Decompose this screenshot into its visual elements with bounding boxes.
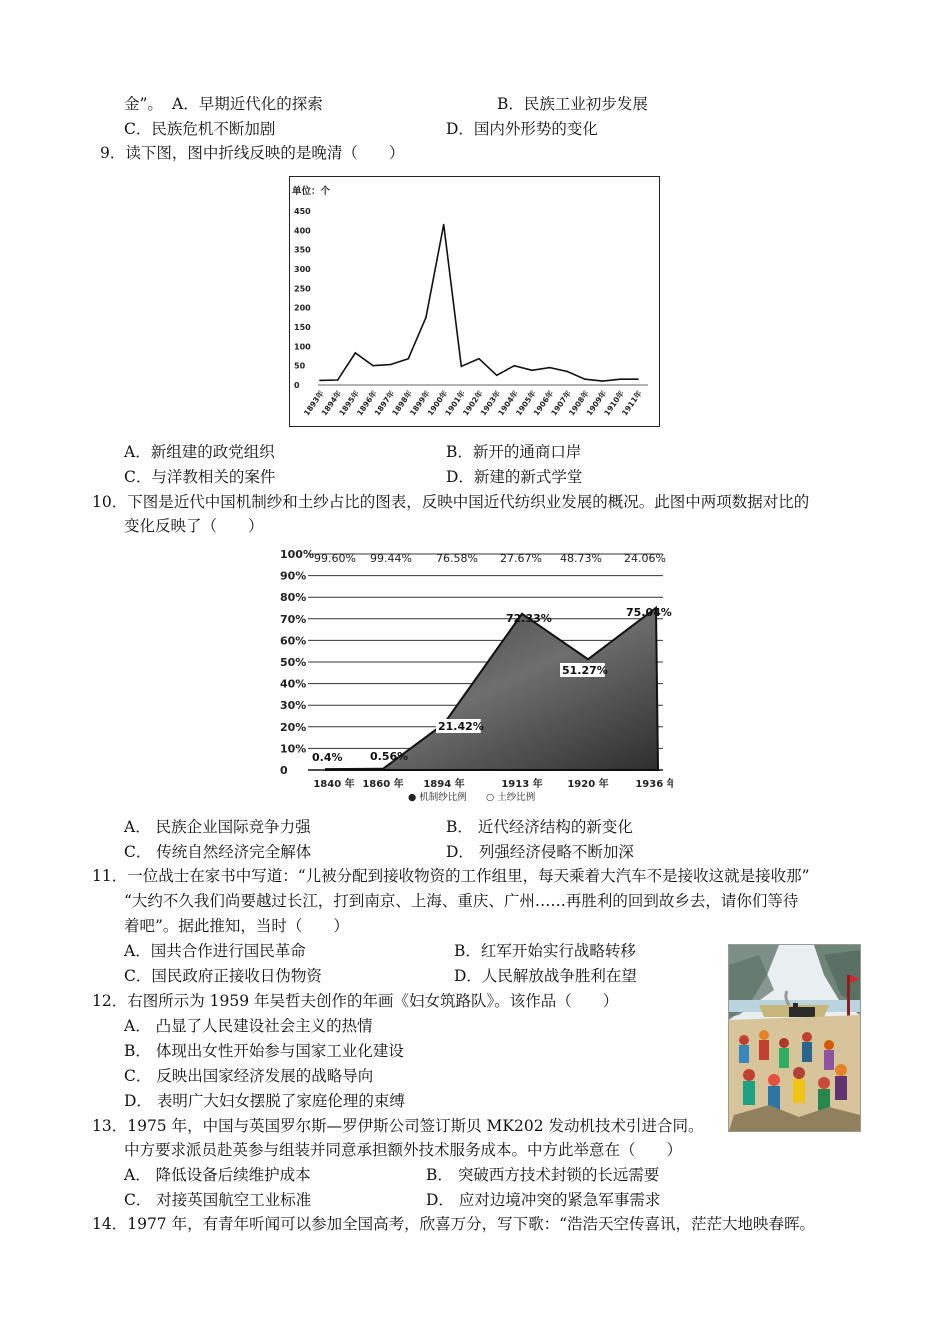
q13-stem-line2: 中方要求派员赴英参与组装并同意承担额外技术服务成本。中方此举意在（ ） [124, 1141, 683, 1159]
data-point [390, 364, 392, 366]
q12-option-d[interactable]: D． 表明广大妇女摆脱了家庭伦理的束缚 [124, 1092, 405, 1110]
x-tick-label: 1894年 [319, 388, 344, 418]
x-tick-label: 1899年 [407, 388, 432, 418]
q11-option-d[interactable]: D．人民解放战争胜利在望 [454, 967, 637, 985]
x-tick-label: 1904年 [496, 388, 520, 418]
x-tick-label: 1902年 [460, 388, 485, 418]
legend-hand-yarn: ○ 土纱比例 [486, 792, 536, 803]
x-tick-label: 1907年 [549, 388, 573, 418]
data-point [372, 365, 374, 367]
hand-yarn-label: 99.44% [370, 552, 412, 565]
q9-chart-svg [290, 177, 659, 426]
q9-option-a[interactable]: A．新组建的政党组织 [124, 443, 275, 461]
y-tick-label: 300 [294, 265, 311, 274]
q11-stem-line2: “大约不久我们尚要越过长江，打到南京、上海、重庆、广州……再胜利的回到故乡去，请你们等待 [124, 892, 799, 910]
q10-option-d[interactable]: D． 列强经济侵略不断加深 [446, 843, 634, 861]
data-point [408, 358, 410, 360]
x-tick-label: 1910年 [602, 388, 626, 418]
x-tick-label: 1900年 [425, 388, 450, 418]
q8-lead: 金”。 [124, 95, 163, 113]
data-point [425, 317, 427, 319]
x-tick-label: 1920 年 [567, 779, 609, 790]
y-tick-label: 80% [280, 591, 307, 605]
q10-stem-line2: 变化反映了（ ） [124, 517, 264, 535]
y-tick-label: 50% [280, 656, 307, 669]
machine-yarn-label: 75.04% [626, 606, 672, 619]
x-tick-label: 1936 年 [635, 779, 673, 790]
q10-chart-svg [278, 540, 673, 805]
unit-label: 单位：个 [292, 186, 331, 197]
q13-stem-line1: 13．1975 年，中国与英国罗尔斯—罗伊斯公司签订斯贝 MK202 发动机技术引进合同。 [92, 1117, 704, 1135]
x-tick-label: 1905年 [513, 388, 538, 418]
data-series-line [320, 225, 638, 382]
x-tick-label: 1896年 [354, 388, 379, 418]
q9-option-c[interactable]: C．与洋教相关的案件 [124, 468, 276, 486]
x-tick-label: 1840 年 [313, 779, 355, 790]
data-point [531, 370, 533, 372]
x-tick-label: 1901年 [443, 388, 467, 418]
y-tick-label: 400 [294, 226, 311, 236]
data-point [337, 379, 339, 381]
y-tick-label: 100 [294, 342, 311, 352]
q13-option-d[interactable]: D． 应对边境冲突的紧急军事需求 [426, 1191, 661, 1209]
data-point [496, 375, 498, 377]
x-tick-label: 1860 年 [362, 779, 404, 790]
q11-option-a[interactable]: A．国共合作进行国民革命 [124, 942, 306, 960]
x-tick-label: 1893年 [301, 388, 326, 418]
x-tick-label: 1911年 [619, 388, 644, 418]
data-point [478, 358, 480, 360]
y-tick-label: 10% [280, 742, 307, 756]
x-tick-label: 1913 年 [501, 779, 543, 790]
machine-yarn-label: 21.42% [438, 720, 484, 733]
machine-yarn-label: 0.4% [312, 751, 343, 764]
q9-option-b[interactable]: B．新开的通商口岸 [446, 443, 582, 461]
women-road-team-painting [728, 944, 861, 1132]
data-point [620, 378, 622, 380]
machine-yarn-label: 51.27% [562, 664, 608, 677]
y-tick-label: 70% [280, 612, 307, 626]
q9-line-chart [289, 176, 660, 427]
y-tick-label: 100% [280, 548, 314, 561]
data-point [355, 352, 357, 354]
machine-yarn-label: 0.56% [370, 750, 409, 763]
q11-option-c[interactable]: C．国民政府正接收日伪物资 [124, 967, 322, 985]
y-tick-label: 200 [294, 303, 311, 313]
q13-option-b[interactable]: B． 突破西方技术封锁的长远需要 [426, 1166, 660, 1184]
y-tick-label: 250 [294, 284, 311, 294]
x-tick-label: 1906年 [531, 388, 556, 418]
y-tick-label: 150 [294, 323, 311, 332]
data-point [637, 378, 639, 380]
q8-option-d[interactable]: D．国内外形势的变化 [446, 120, 598, 138]
q12-stem: 12．右图所示为 1959 年吴哲夫创作的年画《妇女筑路队》。该作品（ ） [92, 992, 619, 1010]
y-tick-label: 50 [294, 361, 306, 371]
q10-stem-line1: 10．下图是近代中国机制纱和土纱占比的图表，反映中国近代纺织业发展的概况。此图中两项数据对比的 [92, 493, 810, 511]
q9-option-d[interactable]: D．新建的新式学堂 [446, 468, 583, 486]
q10-option-a[interactable]: A． 民族企业国际竞争力强 [124, 818, 311, 836]
y-tick-label: 20% [280, 720, 307, 734]
q12-option-b[interactable]: B． 体现出女性开始参与国家工业化建设 [124, 1042, 404, 1060]
q10-option-c[interactable]: C． 传统自然经济完全解体 [124, 843, 312, 861]
y-tick-label: 40% [280, 677, 307, 691]
x-tick-label: 1894 年 [423, 779, 465, 790]
hand-yarn-label: 24.06% [624, 552, 666, 565]
q10-option-b[interactable]: B． 近代经济结构的新变化 [446, 818, 633, 836]
x-tick-label: 1897年 [372, 388, 397, 418]
y-tick-label: 0 [294, 381, 300, 390]
data-point [584, 378, 586, 380]
y-tick-label: 0 [280, 764, 288, 777]
hand-yarn-label: 99.60% [314, 552, 356, 565]
x-tick-label: 1903年 [478, 388, 503, 418]
q12-option-a[interactable]: A． 凸显了人民建设社会主义的热情 [124, 1017, 373, 1035]
machine-yarn-area [326, 608, 658, 770]
q8-option-c[interactable]: C．民族危机不断加剧 [124, 120, 276, 138]
data-point [567, 371, 569, 373]
q11-stem-line1: 11．一位战士在家书中写道：“儿被分配到接收物资的工作组里，每天乘着大汽车不是接收这就是接收那” [92, 867, 810, 885]
q12-option-c[interactable]: C． 反映出国家经济发展的战略导向 [124, 1067, 374, 1085]
q8-option-a[interactable]: A．早期近代化的探索 [172, 95, 323, 113]
data-point [319, 380, 321, 382]
y-tick-label: 90% [280, 569, 307, 583]
x-tick-label: 1909年 [584, 388, 609, 418]
q8-option-b[interactable]: B．民族工业初步发展 [497, 95, 648, 113]
q9-stem: 9．读下图，图中折线反映的是晚清（ ） [100, 144, 405, 162]
data-point [461, 366, 463, 368]
data-point [514, 365, 516, 367]
data-point [443, 224, 445, 226]
q11-stem-line3: 着吧”。据此推知，当时（ ） [124, 917, 349, 935]
q10-area-chart [278, 540, 673, 805]
data-point [602, 380, 604, 382]
y-tick-label: 350 [294, 245, 311, 255]
x-tick-label: 1895年 [337, 388, 361, 418]
legend-machine-yarn: ● 机制纱比例 [408, 792, 467, 803]
hand-yarn-label: 76.58% [436, 552, 478, 565]
data-point [549, 367, 551, 369]
hand-yarn-label: 27.67% [500, 552, 542, 565]
q14-stem: 14．1977 年，有青年听闻可以参加全国高考，欣喜万分，写下歌：“浩浩天空传喜讯，茫茫大地映春晖。 [92, 1215, 816, 1233]
y-tick-label: 30% [280, 699, 307, 713]
hand-yarn-label: 48.73% [560, 552, 602, 565]
machine-yarn-label: 72.33% [506, 612, 552, 625]
q13-option-a[interactable]: A． 降低设备后续维护成本 [124, 1166, 311, 1184]
y-tick-label: 60% [280, 634, 307, 648]
painting-svg [729, 945, 860, 1131]
x-tick-label: 1898年 [390, 388, 414, 418]
q11-option-b[interactable]: B．红军开始实行战略转移 [454, 942, 636, 960]
y-tick-label: 450 [294, 207, 311, 216]
q13-option-c[interactable]: C． 对接英国航空工业标准 [124, 1191, 312, 1209]
x-tick-label: 1908年 [566, 388, 591, 418]
